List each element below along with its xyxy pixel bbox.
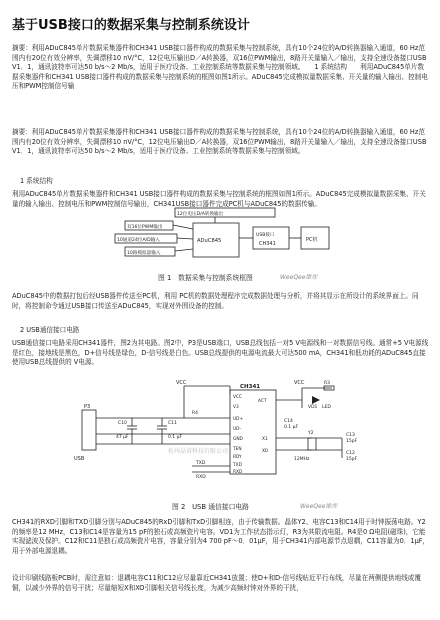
led-label: LED [322,405,331,410]
pcb-paragraph: 设计印刷线路板PCB时，需注意如：退耦电容C11和C12应尽量靠近CH341放置；使D+和D-信号线贴近平行布线，尽量在两侧提供地线或覆铜，以减少外界的信号干扰；尽量缩短X和XO引脚相关信号线长度，为减少高频时钟对外界的干扰， [12,574,421,592]
pin-ud-plus: UD+ [233,417,244,422]
r3-label: R3 [324,381,330,386]
c13-value: 15pF [346,439,358,444]
pin-ud-minus: UD- [233,427,242,432]
box-aduc-label: ADuC845 [197,238,222,244]
c11-label: C11 [168,421,177,426]
circuit-paragraph: CH341的RXD引脚和TXD引脚分别与ADuC845的RxD引脚和TxD引脚相连，由于传输数据。晶体Y2、电容C13和C14用于时钟振荡电路。Y2的频率是12 MHz，C13和C14是容量为15 pF的独石或高频瓷片电容。VD1为工作状态指示灯，R3为其限流电阻。R4是0 Ω电阻(磁珠)，它能实现滤波及保护。C12和C11是独石或高频瓷片电容，容量分别为4 700 pF～0．01μF，用于CH341内部电源节点退耦，C11容量为0．1μF，用于外部电源退耦。 [12,518,430,555]
c10-label: C10 [118,421,127,426]
pin-x1: X1 [262,437,268,442]
c14-label: C14 [284,419,293,424]
section-1-title: 1 系统结构 [20,177,53,185]
c14-value: 0.1 μF [284,425,299,430]
box-pwm-label: 双16位PWM输出 [127,225,163,230]
p3-label: P3 [84,404,91,410]
box-ad-label: 10通道24位A/D输入 [117,238,160,243]
led-vd1-icon [312,396,320,404]
figure-2-overlay-text: 杭州晶睿科技有限公司 [168,448,229,455]
usb-label: USB [74,456,85,462]
usb-port-p3 [82,410,96,450]
vd1-label: VD1 [308,405,318,410]
abstract-paragraph-1: 摘要：利用ADuC845单片数据采集器件和CH341 USB接口器件构成的数据采集与控制系统，具有10个24位的A/D转换器输入通道，60 Hz范围内有20位有效分辨率，失调漂移10 nV/°C，12位电压输出D／A转换器，双16位PWM输出，8路开关量输入／输出，支持全速设备接口USB V1．1，通讯波特率可达50 b/s～2 Mb/s，适用于医疗设备、工业控制系统等数据采集与控制领域。 1 系统结构 利用ADuC845单片数据采集器件和CH341 USB接口器件构成的数据采集与控制系统的框图如图1所示。ADuC845完成模拟量数据采集、开关量的输入输出、控制电压和PWM控制信号输 [12,44,428,91]
vcc2-label: VCC [294,380,305,386]
figure-2-circuit [72,378,372,496]
pin-ten: TEN [233,447,242,452]
figure-2-watermark: WeeQee维库 [300,503,338,510]
r4-label: R4 [192,411,198,416]
c11-value: 0.1 μF [168,435,183,440]
c12-label: C12 [346,451,355,456]
chip-name: CH341 [240,384,261,390]
txd-label: TXD [196,461,206,466]
pin-xo: XO [262,449,269,454]
y2-label: Y2 [308,431,314,436]
pin-rxd: RXD [233,470,243,475]
box-ch341-label: CH341 [259,241,276,247]
figure-1-watermark: WeeQee维库 [280,274,318,281]
pin-v3: V3 [233,405,239,410]
box-usb-label: USB接口 [256,233,275,238]
pin-act: ACT [258,399,267,404]
pin-rdy: RDY [233,455,242,460]
rxd-label: RXD [196,475,206,480]
crystal-y2 [308,438,316,450]
section-1-text: 利用ADuC845单片数据采集器件和CH341 USB接口器件构成的数据采集与控制系统的框图如图1所示。ADuC845完成模拟量数据采集、开关量的输入输出、控制电压和PWM控制信号输出，CH341USB接口器件完成PC机与ADuC845的数据传输。 [12,190,426,208]
figure-2-caption: 图 2 USB 通信接口电路 [172,503,249,511]
c13-label: C13 [346,433,355,438]
section-2-title: 2 USB通信接口电路 [20,326,80,334]
figure-1-block-diagram [105,205,335,267]
page-title: 基于USB接口的数据采集与控制系统设计 [12,18,250,33]
ch341-chip [230,390,276,474]
c12-value: 15pF [346,457,358,462]
vcc-label: VCC [176,380,187,386]
y2-value: 12MHz [294,457,310,462]
c10-value: 47 μF [116,435,129,440]
usb-intro-paragraph: ADuC845中的数据打包后经USB器件传送至PC机，利用 PC机的数据处理程序完成数据处理与分析，并将其显示在所设计的系统界面上。同时，将控制命令通过USB接口传送至ADuC845，实现对外围设备的控制。 [12,292,419,310]
pin-vcc: VCC [233,395,242,400]
pin-txd: TXD [233,463,242,468]
box-da-label: 12位电压D/A转换输出 [177,212,224,217]
section-2-text: USB通信接口电路采用CH341器件，图2为其电路。图2中，P3是USB端口，USB总线包括一对5 V电源线和一对数据信号线。通常+5 V电源线是红色，接地线是黑色，D+信号线是绿色，D-信号线是白色。USB总线提供的电源电流最大可达500 mA，CH341和低功耗的ADuC845直接使用USB总线提供的 V电源。 [12,339,429,367]
box-switch-label: 10路模拟量输入 [127,251,161,256]
pin-gnd: GND [233,437,243,442]
figure-1-caption: 图 1 数据采集与控制系统框图 [158,274,253,282]
box-pc-label: PC机 [306,237,318,243]
abstract-paragraph-2: 摘要：利用ADuC845单片数据采集器件和CH341 USB接口器件构成的数据采集与控制系统，具有10个24位的A/D转换器输入通道，60 Hz范围内有20位有效分辨率，失调漂移10 nV/°C，12位电压输出D／A转换器，双16位PWM输出，8路开关量输入／输出，支持全速设备接口USB V1．1，通讯波特率可达50 b/s～2 Mb/s，适用于医疗设备、工业控制系统等数据采集与控制领域。 [12,128,427,156]
